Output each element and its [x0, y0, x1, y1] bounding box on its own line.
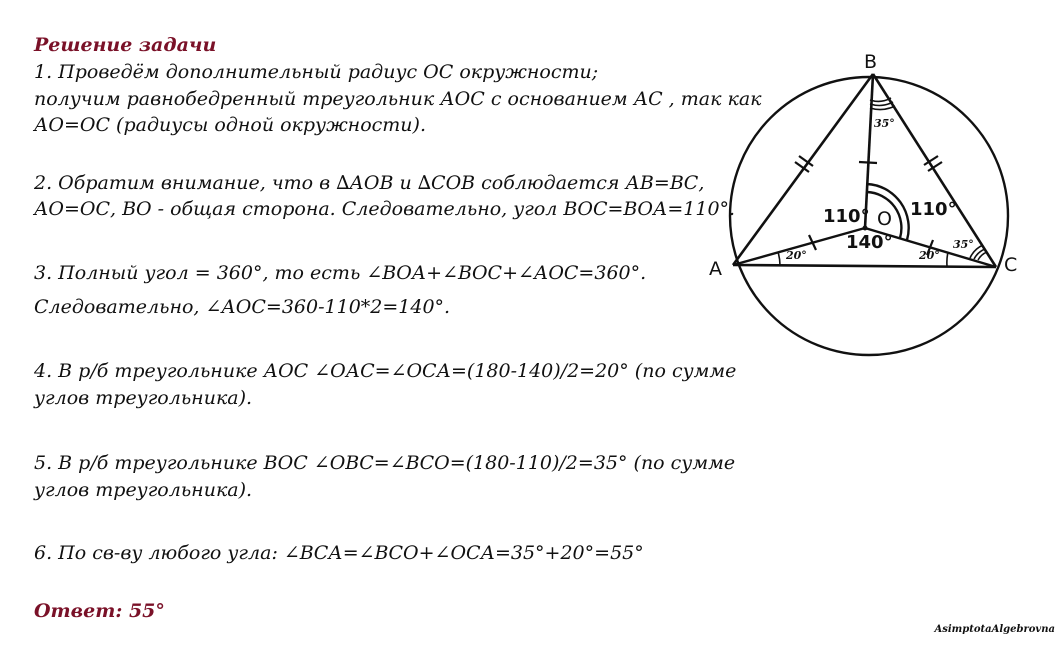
step2-line2: АО=ОС, ВО - общая сторона. Следовательно, угол ВОС=ВОА=110°. [34, 198, 736, 220]
label-a: A [709, 258, 722, 280]
angle-aob-label: 110° [823, 206, 870, 227]
step1-line3: АО=ОС (радиусы одной окружности). [34, 114, 426, 136]
arc-b-2 [870, 102, 893, 105]
geometry-figure [700, 40, 1030, 380]
angle-bco-label: 35° [953, 238, 974, 251]
arc-c-20 [947, 252, 948, 266]
arc-a-20 [778, 252, 780, 266]
step4-line2: углов треугольника). [34, 387, 253, 409]
step5-line2: углов треугольника). [34, 479, 253, 501]
label-o: O [877, 208, 892, 230]
step3-line2: Следовательно, ∠АОС=360-110*2=140°. [34, 296, 451, 318]
step3-line1: 3. Полный угол = 360°, то есть ∠ВОА+∠ВОС+∠АОС=360°. [34, 262, 647, 284]
angle-aoc-label: 140° [846, 232, 893, 253]
side-ac [733, 265, 996, 267]
radius-ob [865, 74, 873, 228]
watermark: AsimptotaAlgebrovna [934, 624, 1055, 635]
label-b: B [864, 51, 878, 73]
step1-line1: 1. Проведём дополнительный радиус ОС окружности; [34, 61, 599, 83]
step1-line2: получим равнобедренный треугольник АОС с основанием АС , так как [34, 88, 762, 110]
angle-oca-label: 20° [919, 249, 940, 262]
step5-line1: 5. В р/б треугольнике ВОС ∠ОВС=∠ВСО=(180-110)/2=35° (по сумме [34, 452, 736, 474]
angle-oac-label: 20° [786, 249, 807, 262]
step2-line1: 2. Обратим внимание, что в ∆АОВ и ∆СОВ соблюдается АВ=ВС, [34, 172, 705, 194]
angle-boc-label: 110° [910, 199, 957, 220]
label-c: C [1004, 254, 1018, 276]
step4-line1: 4. В р/б треугольнике АОС ∠ОАС=∠ОСА=(180-140)/2=20° (по сумме [34, 360, 737, 382]
answer: Ответ: 55° [34, 600, 165, 622]
tick-ob [859, 162, 877, 163]
step6-line: 6. По св-ву любого угла: ∠ВСА=∠ВСО+∠ОСА=35°+20°=55° [34, 542, 644, 564]
solution-heading: Решение задачи [34, 34, 217, 56]
arc-b-3 [870, 106, 895, 109]
angle-obc-label: 35° [874, 117, 895, 130]
